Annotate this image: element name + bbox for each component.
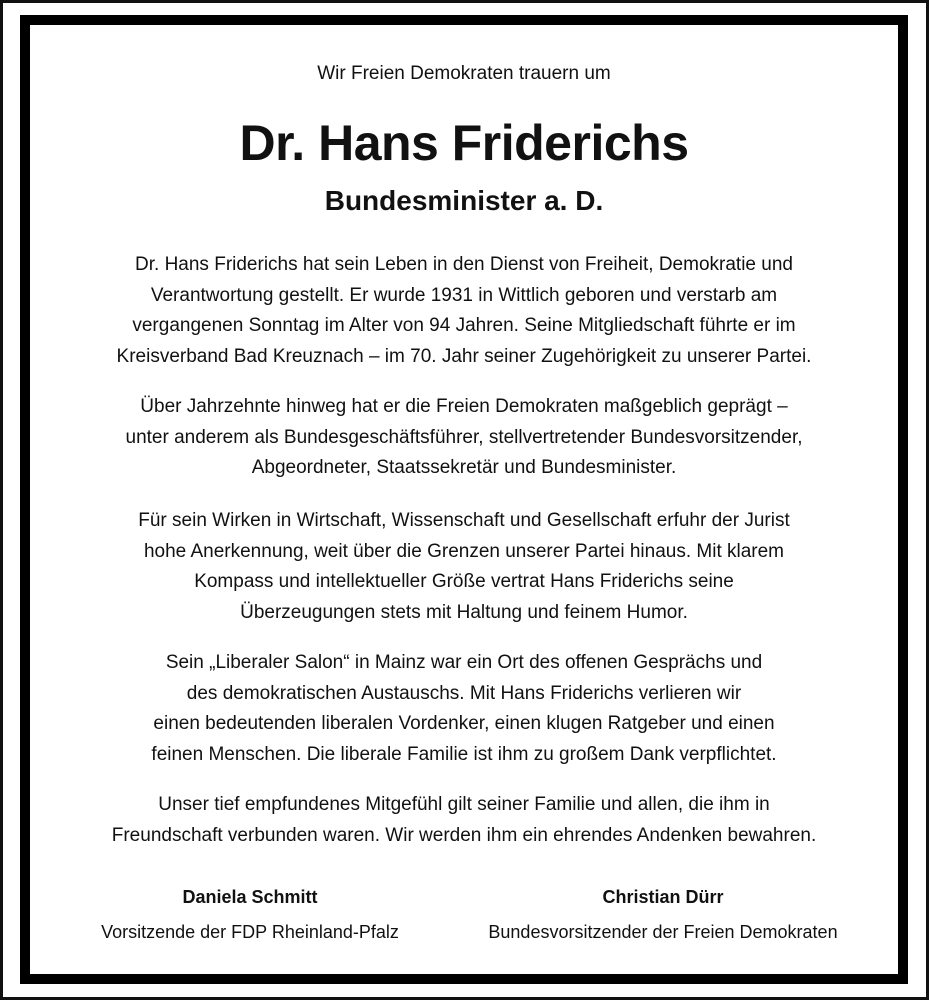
paragraph-line: Sein „Liberaler Salon“ in Mainz war ein Ort des offenen Gesprächs und [165,652,763,673]
paragraph-salon [30,648,898,770]
obituary-notice [30,25,898,974]
deceased-title: Bundesminister a. D. [324,185,604,216]
paragraph-life [30,250,898,372]
intro-line: Wir Freien Demokraten trauern um [317,63,611,84]
paragraph-condolence [30,790,898,851]
paragraph-line: Verantwortung gestellt. Er wurde 1931 in Wittlich geboren und verstarb am [150,284,778,306]
signatory-role: Bundesvorsitzender der Freien Demokraten [488,922,838,942]
signatory-role: Vorsitzende der FDP Rheinland-Pfalz [101,922,399,942]
paragraph-line: Freundschaft verbunden waren. Wir werden ihm ein ehrendes Andenken bewahren. [111,824,817,846]
paragraph-career [30,392,898,484]
signatory-right [458,883,868,947]
deceased-name: Dr. Hans Friderichs [239,115,689,171]
paragraph-line: Für sein Wirken in Wirtschaft, Wissenschaft und Gesellschaft erfuhr der Jurist [138,510,790,531]
paragraph-line: Kompass und intellektueller Größe vertrat Hans Friderichs seine [194,571,734,592]
paragraph-line: einen bedeutenden liberalen Vordenker, einen klugen Ratgeber und einen [153,713,775,734]
paragraph-line: feinen Menschen. Die liberale Familie ist ihm zu großem Dank verpflichtet. [151,743,777,765]
paragraph-line: unter anderem als Bundesgeschäftsführer, stellvertretender Bundesvorsitzender, [125,426,803,448]
signatory-left [80,883,420,947]
paragraph-line: hohe Anerkennung, weit über die Grenzen unserer Partei hinaus. Mit klarem [143,540,785,562]
paragraph-line: des demokratischen Austauschs. Mit Hans Friderichs verlieren wir [186,682,742,704]
paragraph-recognition [30,506,898,628]
signatory-name: Christian Dürr [602,887,724,907]
paragraph-line: vergangenen Sonntag im Alter von 94 Jahren. Seine Mitgliedschaft führte er im [132,315,796,336]
signatory-name: Daniela Schmitt [182,887,318,907]
paragraph-line: Überzeugungen stets mit Haltung und feinem Humor. [240,601,688,623]
paragraph-line: Abgeordneter, Staatssekretär und Bundesminister. [251,457,677,478]
paragraph-line: Über Jahrzehnte hinweg hat er die Freien Demokraten maßgeblich geprägt – [140,396,788,417]
signatures [30,883,898,953]
paragraph-line: Unser tief empfundenes Mitgefühl gilt seiner Familie und allen, die ihm in [158,794,770,815]
paragraph-line: Kreisverband Bad Kreuznach – im 70. Jahr seiner Zugehörigkeit zu unserer Partei. [116,345,812,367]
paragraph-line: Dr. Hans Friderichs hat sein Leben in den Dienst von Freiheit, Demokratie und [135,254,793,275]
